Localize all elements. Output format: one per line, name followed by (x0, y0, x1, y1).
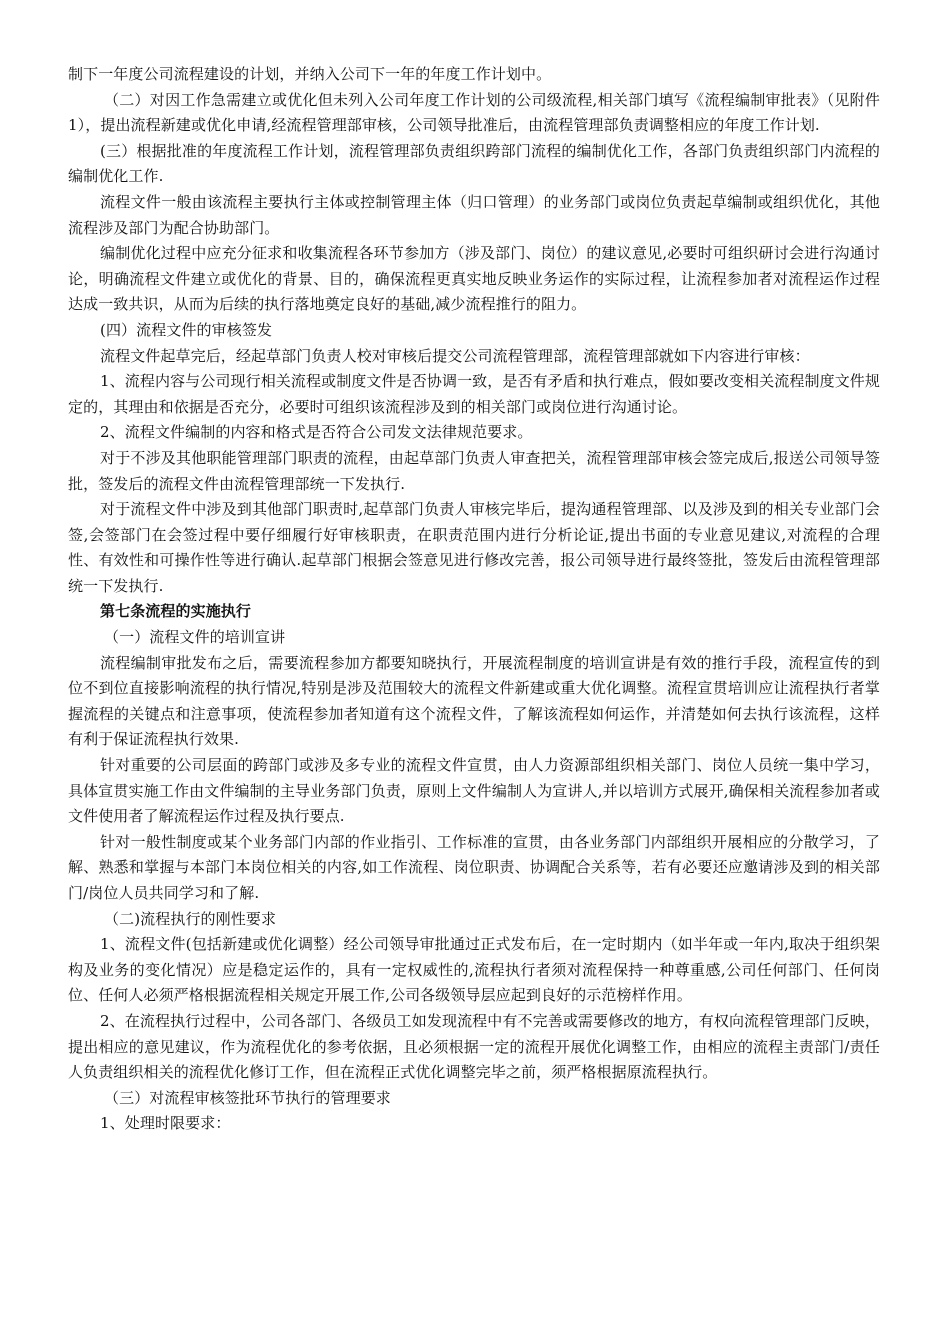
list-item: 1、流程文件(包括新建或优化调整）经公司领导审批通过正式发布后，在一定时期内（如半年或一年内,取决于组织架构及业务的变化情况）应是稳定运作的，具有一定权威性的,流程执行者须对流程保持一种尊重感,公司任何部门、任何岗位、任何人必须严格根据流程相关规定开展工作,公司各级领导层应起到良好的示范榜样作用。 (68, 935, 880, 1005)
list-item: 1、处理时限要求： (100, 1114, 231, 1133)
paragraph: 流程文件一般由该流程主要执行主体或控制管理主体（归口管理）的业务部门或岗位负责起草编制或组织优化，其他流程涉及部门为配合协助部门。 (68, 192, 880, 237)
paragraph: 流程编制审批发布之后，需要流程参加方都要知晓执行，开展流程制度的培训宣讲是有效的推行手段，流程宣传的到位不到位直接影响流程的执行情况,特别是涉及范围较大的流程文件新建或重大优化调整。流程宣贯培训应让流程执行者掌握流程的关键点和注意事项，使流程参加者知道有这个流程文件，了解该流程如何运作，并清楚如何去执行该流程，这样有利于保证流程执行效果. (68, 653, 880, 749)
section-subheading: （二)流程执行的刚性要求 (104, 909, 277, 928)
paragraph: 对于流程文件中涉及到其他部门职责时,起草部门负责人审核完毕后，提沟通程管理部、以及涉及到的相关专业部门会签,会签部门在会签过程中要仔细履行好审核职责，在职责范围内进行分析论证,提出书面的专业意见建议,对流程的合理性、有效性和可操作性等进行确认.起草部门根据会签意见进行修改完善，报公司领导进行最终签批，签发后由流程管理部统一下发执行. (68, 500, 880, 595)
paragraph: (三）根据批准的年度流程工作计划，流程管理部负责组织跨部门流程的编制优化工作，各部门负责组织部门内流程的编制优化工作. (68, 141, 880, 186)
paragraph: 针对重要的公司层面的跨部门或涉及多专业的流程文件宣贯，由人力资源部组织相关部门、岗位人员统一集中学习，具体宣贯实施工作由文件编制的主导业务部门负责，原则上文件编制人为宣讲人,并以培训方式展开,确保相关流程参加者或文件使用者了解流程运作过程及执行要点. (68, 756, 880, 826)
section-subheading: （一）流程文件的培训宣讲 (104, 628, 286, 647)
list-item: 2、流程文件编制的内容和格式是否符合公司发文法律规范要求。 (100, 423, 533, 442)
list-item: 1、流程内容与公司现行相关流程或制度文件是否协调一致，是否有矛盾和执行难点，假如要改变相关流程制度文件规定的，其理由和依据是否充分，必要时可组织该流程涉及到的相关部门或岗位进行沟通讨论。 (68, 372, 880, 416)
section-subheading: (四）流程文件的审核签发 (100, 320, 273, 339)
paragraph: （二）对因工作急需建立或优化但未列入公司年度工作计划的公司级流程,相关部门填写《流程编制审批表》（见附件1），提出流程新建或优化申请,经流程管理部审核，公司领导批准后，由流程管理部负责调整相应的年度工作计划. (68, 90, 880, 135)
list-item: 2、在流程执行过程中，公司各部门、各级员工如发现流程中有不完善或需要修改的地方，有权向流程管理部门反映，提出相应的意见建议，作为流程优化的参考依据，且必须根据一定的流程开展优化调整工作，由相应的流程主责部门/责任人负责组织相关的流程优化修订工作，但在流程正式优化调整完毕之前，须严格根据原流程执行。 (68, 1011, 880, 1082)
paragraph: 流程文件起草完后，经起草部门负责人校对审核后提交公司流程管理部，流程管理部就如下内容进行审核： (100, 346, 810, 365)
section-subheading: （三）对流程审核签批环节执行的管理要求 (104, 1088, 391, 1107)
article-heading: 第七条流程的实施执行 (100, 602, 252, 621)
paragraph: 针对一般性制度或某个业务部门内部的作业指引、工作标准的宣贯，由各业务部门内部组织开展相应的分散学习，了解、熟悉和掌握与本部门本岗位相关的内容,如工作流程、岗位职责、协调配合关系等，若有必要还应邀请涉及到的相关部门/岗位人员共同学习和了解. (68, 832, 880, 902)
paragraph: 制下一年度公司流程建设的计划，并纳入公司下一年的年度工作计划中。 (68, 65, 552, 83)
paragraph: 编制优化过程中应充分征求和收集流程各环节参加方（涉及部门、岗位）的建议意见,必要时可组织研讨会进行沟通讨论，明确流程文件建立或优化的背景、目的，确保流程更真实地反映业务运作的实际过程，让流程参加者对流程运作过程达成一致共识，从而为后续的执行落地奠定良好的基础,减少流程推行的阻力。 (68, 244, 880, 314)
document-body (68, 62, 880, 1137)
paragraph: 对于不涉及其他职能管理部门职责的流程，由起草部门负责人审查把关，流程管理部审核会签完成后,报送公司领导签批，签发后的流程文件由流程管理部统一下发执行. (68, 448, 880, 493)
